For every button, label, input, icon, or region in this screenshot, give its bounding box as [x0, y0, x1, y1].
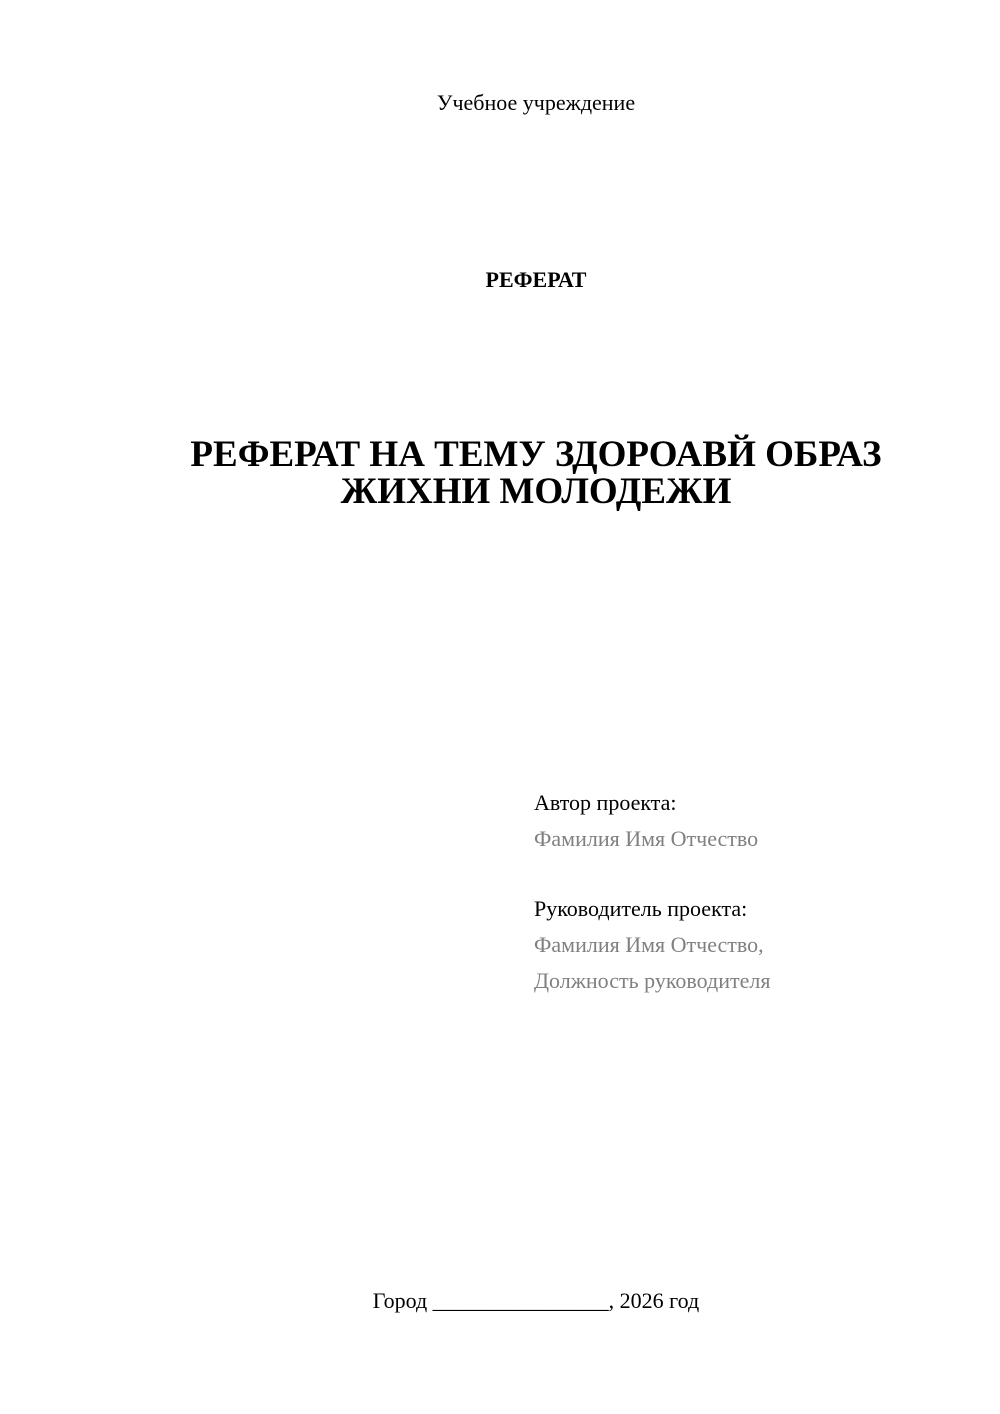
document-title: [0, 436, 1000, 510]
document-title-line-1: РЕФЕРАТ НА ТЕМУ ЗДОРОАВЙ ОБРАЗ: [190, 434, 882, 475]
author-block: [534, 785, 758, 857]
supervisor-position: Должность руководителя: [534, 968, 771, 993]
institution-name: Учебное учреждение: [436, 90, 636, 115]
supervisor-block: [534, 891, 770, 999]
author-name: Фамилия Имя Отчество: [534, 826, 759, 851]
city-year-line: Город ________________, 2026 год: [372, 1288, 700, 1313]
document-type: РЕФЕРАТ: [485, 267, 587, 292]
document-title-line-2: ЖИХНИ МОЛОДЕЖИ: [340, 471, 732, 512]
supervisor-label: Руководитель проекта:: [534, 896, 748, 921]
supervisor-name: Фамилия Имя Отчество,: [534, 932, 764, 957]
author-label: Автор проекта:: [534, 790, 677, 815]
